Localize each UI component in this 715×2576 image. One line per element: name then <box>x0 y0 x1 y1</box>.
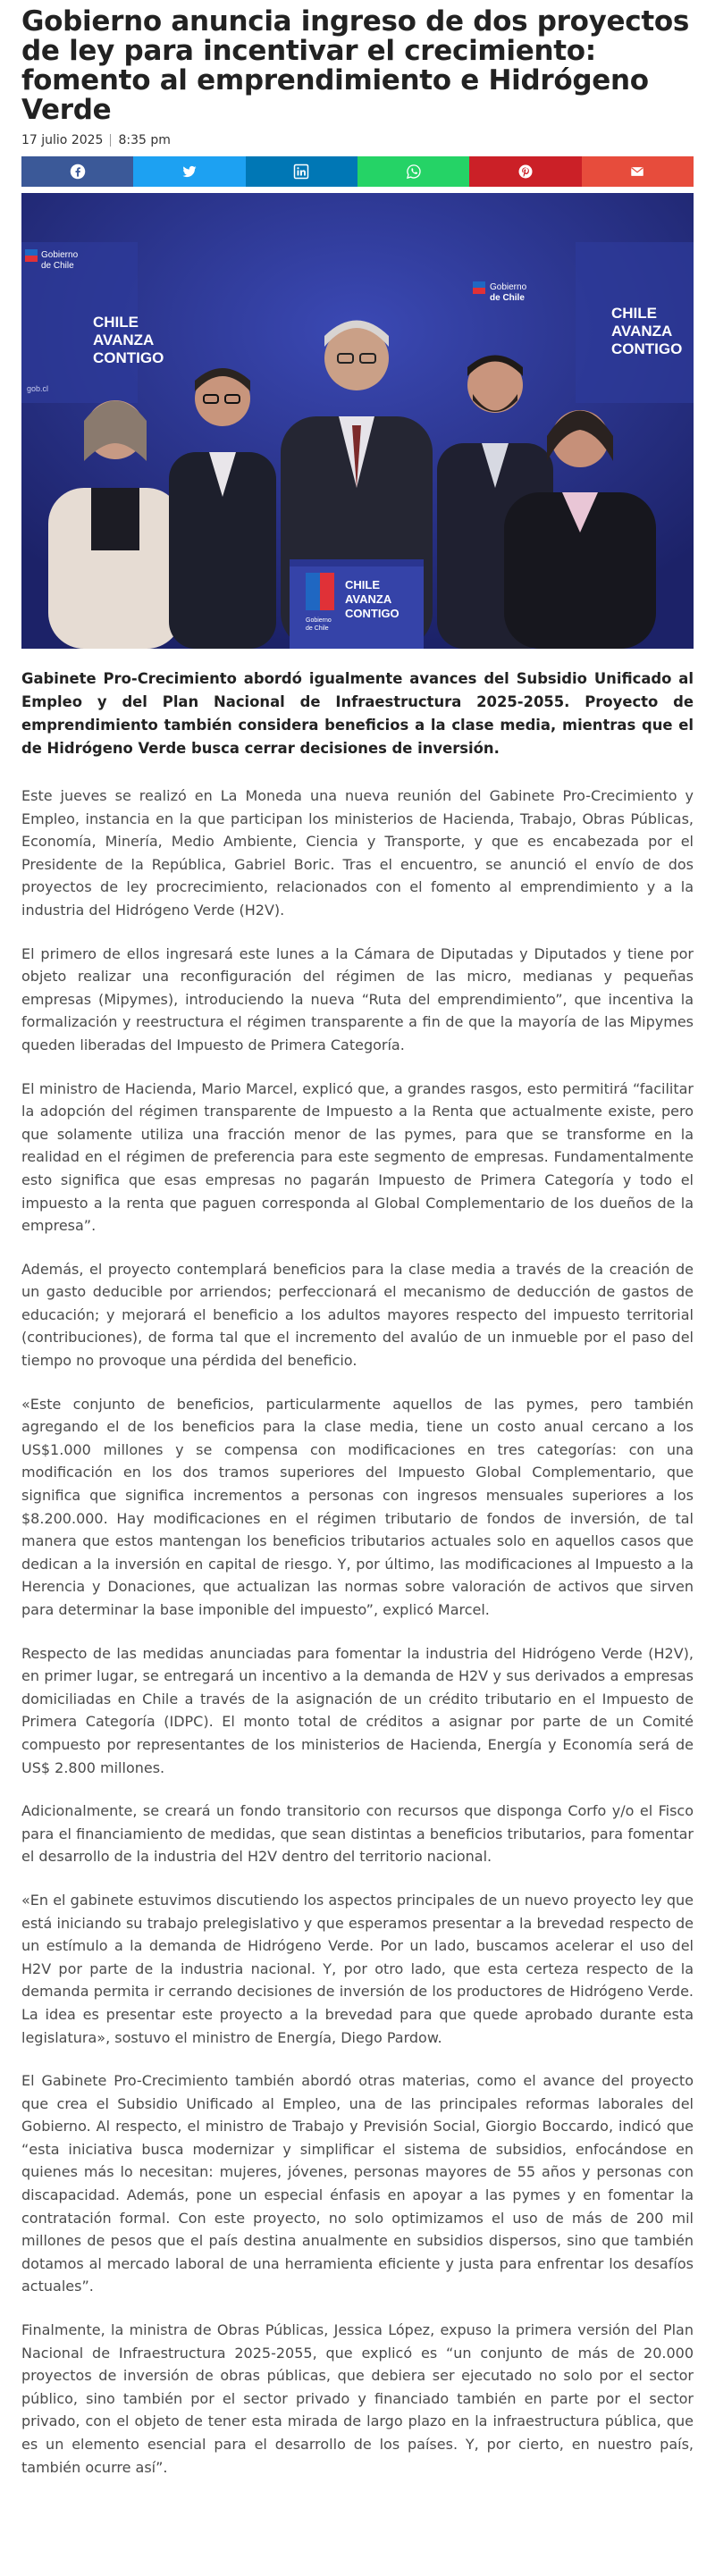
article-headline: Gobierno anuncia ingreso de dos proyectos de ley para incentivar el crecimiento: fomento al emprendimiento e Hidrógeno Verde <box>21 5 690 126</box>
twitter-icon <box>181 164 198 180</box>
podium-slogan-3: CONTIGO <box>345 607 400 620</box>
podium-slogan-1: CHILE <box>345 578 380 592</box>
share-bar <box>21 156 694 187</box>
press-conference-photo <box>21 193 694 649</box>
email-icon <box>629 164 645 180</box>
body-paragraph: «Este conjunto de beneficios, particularmente aquellos de las pymes, pero también agregando el de los beneficios para la clase media, tiene un costo anual cercano a los US$1.000 millones y se compensa con modificaciones en tres categorías: con una modificación en los dos tramos superiores del Impuesto Global Complementario, que significa que significa incrementos a personas con ingresos mensuales superiores a los $8.200.000. Hay modificaciones en el régimen tributario de fondos de inversión, de tal manera que estos mantengan los beneficios tributarios actuales solo en aquellos casos que dedican a la inversión en capital de riesgo. Y, por último, las modificaciones al Impuesto a la Herencia y Donaciones, que actualizan las normas sobre valoración de activos que sirven para determinar la base imponible del impuesto”, explicó Marcel. <box>21 1395 694 1618</box>
backdrop-slogan-line2: AVANZA <box>93 331 155 348</box>
share-facebook-button[interactable] <box>21 156 133 187</box>
body-paragraph: Finalmente, la ministra de Obras Públicas, Jessica López, expuso la primera versión del Plan Nacional de Infraestructura 2025-2055, que explicó es “un conjunto de más de 20.000 proyectos de inversión de obras públicas, que debiera ser ejecutado no solo por el sector público, sino también por el sector privado y financiado también en parte por el sector privado, con el objeto de tener esta mirada de largo plazo en la infraestructura pública, que es un elemento esencial para el desarrollo de los países. Y, por cierto, en nuestro país, también ocurre así”. <box>21 2321 694 2476</box>
body-paragraph: El ministro de Hacienda, Mario Marcel, explicó que, a grandes rasgos, esto permitirá “facilitar la adopción del régimen transparente de Impuesto a la Renta que actualmente existe, pero que solamente utiliza una fracción menor de las pymes, para que se transforme en la realidad en el régimen de preferencia para este segmento de empresas. Fundamentalmente esto significa que esas empresas no pagarán Impuesto de Primera Categoría y todo el impuesto a la renta que paguen corresponda al Global Complementario de los dueños de la empresa”. <box>21 1079 694 1235</box>
share-whatsapp-button[interactable] <box>358 156 469 187</box>
backdrop-right-line2: de Chile <box>490 293 525 303</box>
publish-time: 8:35 pm <box>118 133 171 147</box>
facebook-icon <box>70 164 86 180</box>
backdrop-slogan-line3: CONTIGO <box>93 349 164 366</box>
body-paragraph: El primero de ellos ingresará este lunes a la Cámara de Diputadas y Diputados y tiene por objeto realizar una reconfiguración del régimen de las micro, medianas y pequeñas empresas (Mipymes), introduciendo la nueva “Ruta del emprendimiento”, que incentiva la formalización y reestructura el régimen transparente a fin de que la mayoría de las Mipymes queden liberadas del Impuesto de Primera Categoría. <box>21 944 694 1053</box>
body-paragraph: Este jueves se realizó en La Moneda una nueva reunión del Gabinete Pro-Crecimiento y Empleo, instancia en la que participan los ministerios de Hacienda, Trabajo, Obras Públicas, Economía, Minería, Medio Ambiente, Ciencia y Transporte, y que es encabezada por el Presidente de la República, Gabriel Boric. Tras el encuentro, se anunció el envío de dos proyectos de ley procrecimiento, relacionados con el fomento al emprendimiento y a la industria del Hidrógeno Verde (H2V). <box>21 787 694 919</box>
whatsapp-icon <box>406 164 422 180</box>
meta-divider <box>110 134 111 147</box>
backdrop-right-slogan-3: CONTIGO <box>611 340 683 357</box>
publish-date: 17 julio 2025 <box>21 133 104 147</box>
body-paragraph: Además, el proyecto contemplará beneficios para la clase media a través de la creación de un gasto deducible por arriendos; perfeccionará el mecanismo de deducción de gastos de educación; y mejorará el beneficio a los adultos mayores respecto del impuesto territorial (contribuciones), de forma tal que el incremento del avalúo de un inmueble por el paso del tiempo no provoque una pérdida del beneficio. <box>21 1260 694 1370</box>
podium <box>290 559 424 649</box>
backdrop-left-line1: Gobierno <box>41 250 79 260</box>
podium-slogan-2: AVANZA <box>345 592 392 606</box>
share-pinterest-button[interactable] <box>469 156 581 187</box>
share-linkedin-button[interactable] <box>246 156 358 187</box>
article-meta <box>21 133 694 147</box>
podium-small-1: Gobierno <box>306 617 332 624</box>
pinterest-icon <box>517 164 534 180</box>
share-email-button[interactable] <box>582 156 694 187</box>
hero-image <box>21 193 694 649</box>
backdrop-left-line2: de Chile <box>41 261 74 271</box>
body-paragraph: Adicionalmente, se creará un fondo transitorio con recursos que disponga Corfo y/o el Fisco para el financiamiento de medidas, que sean distintas a beneficios tributarios, para fomentar el desarrollo de la industria del H2V dentro del territorio nacional. <box>21 1802 694 1866</box>
backdrop-right-slogan-1: CHILE <box>611 305 657 322</box>
backdrop-slogan-line1: CHILE <box>93 314 139 331</box>
backdrop-right-line1: Gobierno <box>490 282 527 292</box>
backdrop-web: gob.cl <box>27 384 49 393</box>
backdrop-right-slogan-2: AVANZA <box>611 323 673 340</box>
article-body <box>21 785 694 2479</box>
body-paragraph: Respecto de las medidas anunciadas para fomentar la industria del Hidrógeno Verde (H2V), en primer lugar, se entregará un incentivo a la demanda de H2V y sus derivados a empresas domiciliadas en Chile a través de la asignación de un crédito tributario en el Impuesto de Primera Categoría (IDPC). El monto total de créditos a asignar por parte de un Comité compuesto por representantes de los ministerios de Hacienda, Energía y Economía será de US$ 2.800 millones. <box>21 1644 694 1776</box>
body-paragraph: «En el gabinete estuvimos discutiendo los aspectos principales de un nuevo proyecto ley que está iniciando su trabajo prelegislativo y que esperamos presentar a la brevedad respecto de un estímulo a la demanda de Hidrógeno Verde. Por un lado, buscamos acelerar el uso del H2V por parte de la industria nacional. Y, por otro lado, que esta certeza respecto de la demanda permita ir cerrando decisiones de inversión de los productores de Hidrógeno Verde. La idea es presentar este proyecto a la brevedad para que quede aprobado durante esta legislatura», sostuvo el ministro de Energía, Diego Pardow. <box>21 1891 694 2046</box>
article-lead: Gabinete Pro-Crecimiento abordó igualmente avances del Subsidio Unificado al Empleo y del Plan Nacional de Infraestructura 2025-2055. Proyecto de emprendimiento también considera beneficios a la clase media, mientras que el de Hidrógeno Verde busca cerrar decisiones de inversión. <box>21 670 694 757</box>
linkedin-icon <box>293 164 309 180</box>
share-twitter-button[interactable] <box>133 156 245 187</box>
body-paragraph: El Gabinete Pro-Crecimiento también abordó otras materias, como el avance del proyecto que crea el Subsidio Unificado al Empleo, una de las principales reformas laborales del Gobierno. Al respecto, el ministro de Trabajo y Previsión Social, Giorgio Boccardo, indicó que “esta iniciativa busca modernizar y simplificar el sistema de subsidios, enfocándose en quienes más lo necesitan: mujeres, jóvenes, personas mayores de 55 años y personas con discapacidad. Además, pone un especial énfasis en apoyar a las pymes y en fomentar la contratación formal. Con este proyecto, no solo optimizamos el uso de más de 200 mil millones de pesos que el país destina anualmente en subsidios dispersos, sino que también dotamos al mercado laboral de una herramienta eficiente y justa para enfrentar los desafíos actuales”. <box>21 2072 694 2295</box>
podium-small-2: de Chile <box>306 625 329 632</box>
